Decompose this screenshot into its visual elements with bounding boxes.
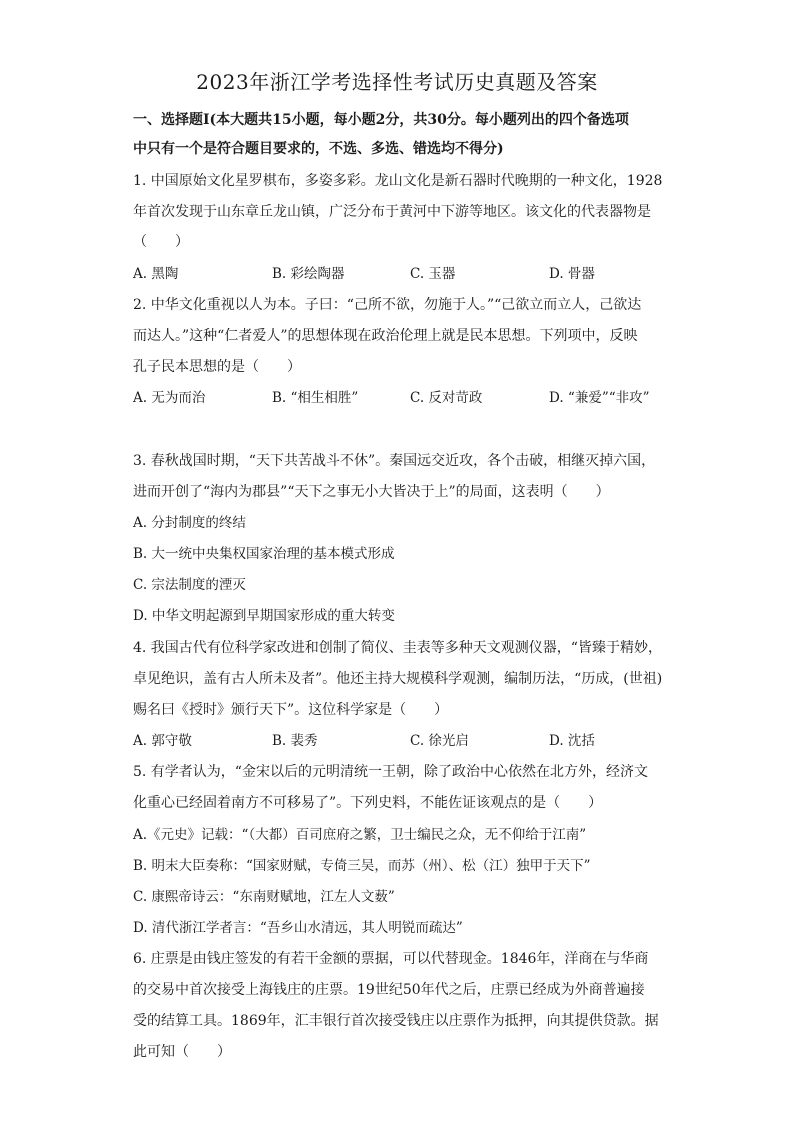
question-2-option-a[interactable]: A. 无为而治 (133, 390, 206, 406)
question-4-option-c[interactable]: C. 徐光启 (410, 733, 469, 749)
question-2-option-d[interactable]: D. “兼爱”“非攻” (549, 390, 650, 406)
question-5-stem-line-2: 化重心已经固着南方不可移易了”。下列史料，不能佐证该观点的是（ ） (133, 795, 603, 811)
question-3-stem-line-1: 3. 春秋战国时期，“天下共苦战斗不休”。秦国远交近攻，各个击破，相继灭掉六国， (133, 453, 656, 469)
question-6-stem-line-1: 6. 庄票是由钱庄签发的有若干金额的票据，可以代替现金。1846年，洋商在与华商 (133, 951, 649, 967)
question-1-stem-line-2: 年首次发现于山东章丘龙山镇，广泛分布于黄河中下游等地区。该文化的代表器物是 (133, 204, 651, 220)
question-3-option-b[interactable]: B. 大一统中央集权国家治理的基本模式形成 (133, 546, 395, 562)
question-2-options (133, 388, 673, 408)
page-title: 2023年浙江学考选择性考试历史真题及答案 (196, 70, 598, 94)
question-5-option-c[interactable]: C. 康熙帝诗云：“东南财赋地，江左人文薮” (133, 889, 395, 905)
question-4-option-a[interactable]: A. 郭守敬 (133, 733, 192, 749)
question-2-option-c[interactable]: C. 反对苛政 (410, 390, 483, 406)
question-2-stem-line-3: 孔子民本思想的是（ ） (133, 359, 301, 375)
question-1-options (133, 264, 673, 284)
question-2-option-b[interactable]: B. “相生相胜” (272, 390, 359, 406)
section-heading-line-2: 中只有一个是符合题目要求的，不选、多选、错选均不得分) (133, 141, 504, 157)
question-3-option-c[interactable]: C. 宗法制度的湮灭 (133, 577, 246, 593)
question-1-stem-line-1: 1. 中国原始文化星罗棋布，多姿多彩。龙山文化是新石器时代晚期的一种文化，1928 (133, 173, 663, 189)
question-3-stem-line-2: 进而开创了“海内为郡县”“天下之事无小大皆决于上”的局面，这表明（ ） (133, 484, 610, 500)
question-4-option-d[interactable]: D. 沈括 (549, 733, 595, 749)
question-6-stem-line-3: 受的结算工具。1869年，汇丰银行首次接受钱庄以庄票作为抵押，向其提供贷款。据 (133, 1013, 659, 1029)
question-4-stem-line-1: 4. 我国古代有位科学家改进和创制了简仪、圭表等多种天文观测仪器，“皆臻于精妙， (133, 640, 662, 656)
question-6-stem-line-2: 的交易中首次接受上海钱庄的庄票。19世纪50年代之后，庄票已经成为外商普遍接 (133, 982, 645, 998)
question-1-option-c[interactable]: C. 玉器 (410, 266, 456, 282)
question-5-option-a[interactable]: A.《元史》记载：“（大都）百司庶府之繁，卫士编民之众，无不仰给于江南” (133, 827, 587, 843)
question-1-stem-line-3: （ ） (133, 234, 189, 250)
question-4-stem-line-3: 赐名曰《授时》颁行天下”。这位科学家是（ ） (133, 702, 449, 718)
question-1-option-d[interactable]: D. 骨器 (549, 266, 595, 282)
question-2-stem-line-2: 而达人。”这种“仁者爱人”的思想体现在政治伦理上就是民本思想。下列项中，反映 (133, 328, 638, 344)
question-1-option-b[interactable]: B. 彩绘陶器 (272, 266, 345, 282)
question-3-option-d[interactable]: D. 中华文明起源到早期国家形成的重大转变 (133, 608, 395, 624)
section-heading-line-1: 一、选择题Ⅰ(本大题共15小题，每小题2分，共30分。每小题列出的四个备选项 (133, 112, 629, 128)
question-3-option-a[interactable]: A. 分封制度的终结 (133, 515, 246, 531)
question-5-option-d[interactable]: D. 清代浙江学者言：“吾乡山水清远，其人明锐而疏达” (133, 920, 463, 936)
question-1-option-a[interactable]: A. 黑陶 (133, 266, 179, 282)
question-6-stem-line-4: 此可知（ ） (133, 1044, 231, 1060)
question-5-stem-line-1: 5. 有学者认为，“金宋以后的元明清统一王朝，除了政治中心依然在北方外，经济文 (133, 764, 648, 780)
question-5-option-b[interactable]: B. 明末大臣奏称：“国家财赋，专倚三吴，而苏（州）、松（江）独甲于天下” (133, 858, 591, 874)
question-4-options (133, 731, 673, 751)
question-4-option-b[interactable]: B. 裴秀 (272, 733, 318, 749)
question-4-stem-line-2: 卓见绝识，盖有古人所未及者”。他还主持大规模科学观测，编制历法，“历成，(世祖) (133, 671, 663, 687)
question-2-stem-line-1: 2. 中华文化重视以人为本。子曰：“己所不欲，勿施于人。”“己欲立而立人，己欲达 (133, 297, 642, 313)
